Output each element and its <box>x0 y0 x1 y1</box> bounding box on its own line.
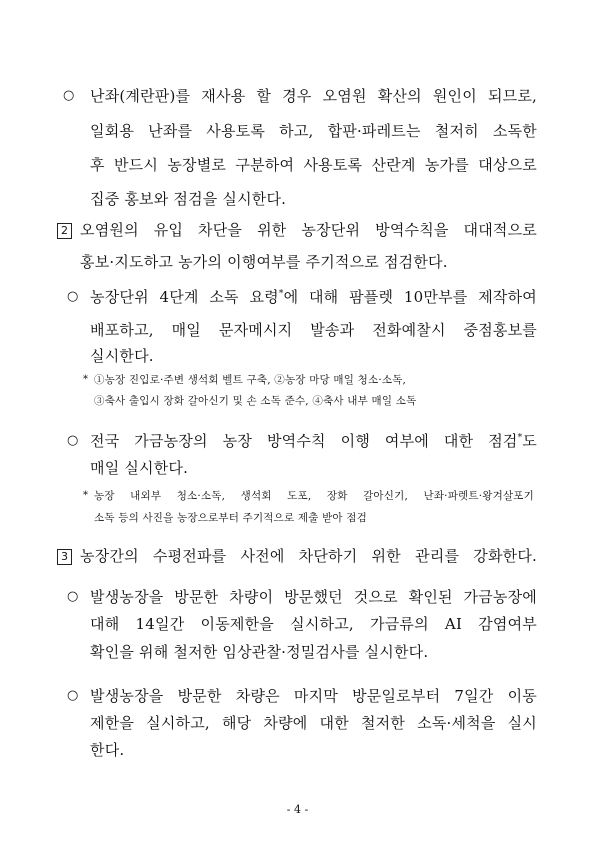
footnote-star: * <box>83 490 88 501</box>
section1-line-4: 집중 홍보와 점검을 실시한다. <box>90 190 287 208</box>
section2-item2-note-line-2: 소독 등의 사진을 농장으로부터 주기적으로 제출 받아 점검 <box>94 512 367 524</box>
bullet-circle-icon: ○ <box>67 688 79 703</box>
section3-item2-line-2: 제한을 실시하고, 해당 차량에 대한 철저한 소독·세척을 실시 <box>90 714 537 732</box>
section2-item1-note-line-2: ③축사 출입시 장화 갈아신기 및 손 소독 준수, ④축사 내부 매일 소독 <box>94 395 417 407</box>
section2-item1-note-line-1: ①농장 진입로·주변 생석회 벨트 구축, ②농장 마당 매일 청소·소독, <box>94 374 407 386</box>
section2-heading-line-1: 오염원의 유입 차단을 위한 농장단위 방역수칙을 대대적으로 <box>80 221 537 239</box>
section3-number-box: 3 <box>57 549 72 565</box>
section2-item1-line-3: 실시한다. <box>90 347 154 365</box>
section2-item2-line-1: 전국 가금농장의 농장 방역수칙 이행 여부에 대한 점검*도 <box>90 432 537 450</box>
section3-item1-line-3: 확인을 위해 철저한 임상관찰·정밀검사를 실시한다. <box>90 643 429 661</box>
section1-line-2: 일회용 난좌를 사용토록 하고, 합판·파레트는 철저히 소독한 <box>90 122 537 140</box>
bullet-circle-icon: ○ <box>67 589 79 604</box>
section3-heading: 농장간의 수평전파를 사전에 차단하기 위한 관리를 강화한다. <box>80 547 537 565</box>
section3-item2-line-1: 발생농장을 방문한 차량은 마지막 방문일로부터 7일간 이동 <box>90 687 537 705</box>
section2-number-box: 2 <box>57 223 72 239</box>
footnote-star: * <box>83 374 88 385</box>
section1-line-3: 후 반드시 농장별로 구분하여 사용토록 산란계 농가를 대상으로 <box>90 156 537 174</box>
section3-item1-line-2: 대해 14일간 이동제한을 실시하고, 가금류의 AI 감염여부 <box>90 615 537 633</box>
section3-item1-line-1: 발생농장을 방문한 차량이 방문했던 것으로 확인된 가금농장에 <box>90 588 537 606</box>
section2-item1-line-2: 배포하고, 매일 문자메시지 발송과 전화예찰시 중점홍보를 <box>90 321 537 339</box>
section2-item1-line-1: 농장단위 4단계 소독 요령*에 대해 팜플렛 10만부를 제작하여 <box>90 288 537 306</box>
section3-item2-line-3: 한다. <box>90 741 125 759</box>
section2-heading-line-2: 홍보·지도하고 농가의 이행여부를 주기적으로 점검한다. <box>80 253 448 271</box>
section2-item2-note-line-1: 농장 내외부 청소·소독, 생석회 도포, 장화 갈아신기, 난좌·파렛트·왕겨살포기 <box>94 490 534 502</box>
bullet-circle-icon: ○ <box>67 289 79 304</box>
bullet-circle-icon: ○ <box>63 88 75 103</box>
bullet-circle-icon: ○ <box>67 433 79 448</box>
page-number: - 4 - <box>286 803 309 816</box>
section1-line-1: 난좌(계란판)를 재사용 할 경우 오염원 확산의 원인이 되므로, <box>90 87 537 105</box>
section2-item2-line-2: 매일 실시한다. <box>90 459 189 477</box>
